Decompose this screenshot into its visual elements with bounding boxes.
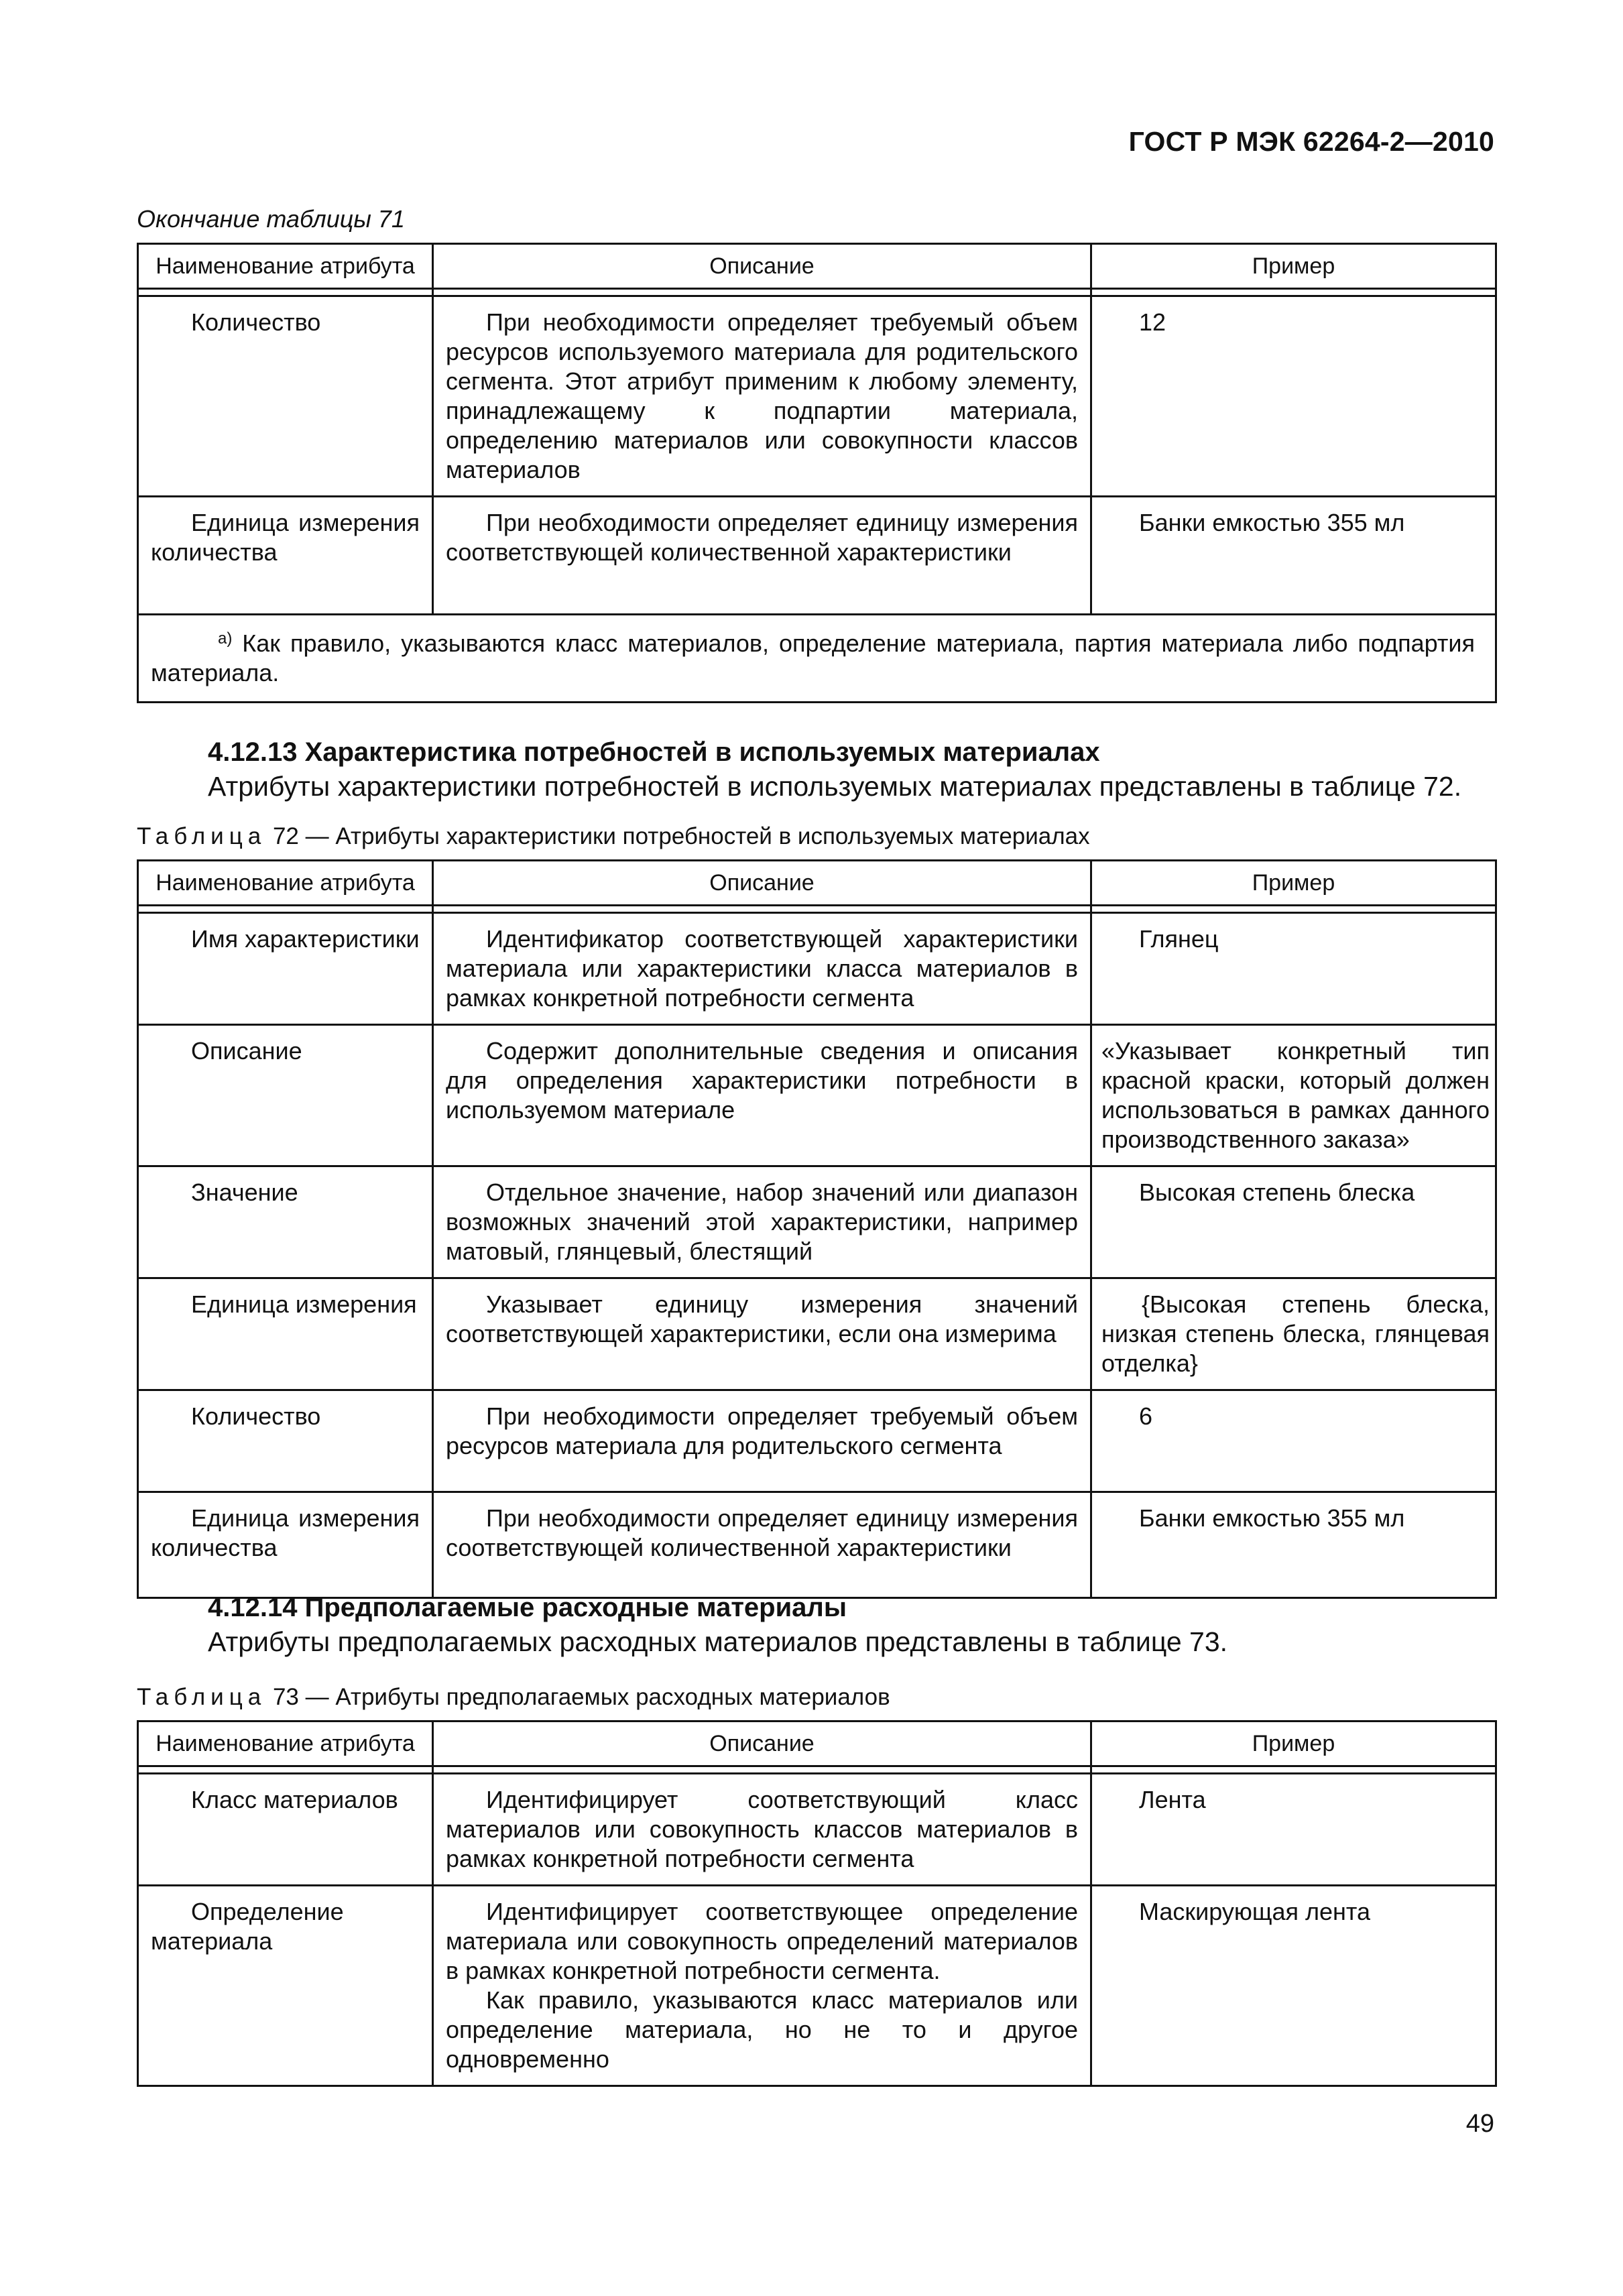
- table73-header-row: [138, 1721, 1496, 1766]
- attribute-name: Единица измерения количества: [138, 497, 433, 615]
- table73-header-example: Пример: [1091, 1721, 1496, 1766]
- attribute-example: 6: [1091, 1390, 1496, 1492]
- attribute-example: Глянец: [1091, 913, 1496, 1025]
- attribute-example: Высокая степень блеска: [1091, 1166, 1496, 1278]
- table72-caption-title: 72 — Атрибуты характеристики потребностей в используемых материалах: [266, 823, 1090, 849]
- table-row: [138, 1278, 1496, 1390]
- table71-footnote-row: [138, 615, 1496, 703]
- table71: [137, 243, 1497, 703]
- attribute-example: Банки емкостью 355 мл: [1091, 1492, 1496, 1598]
- table-row: [138, 1166, 1496, 1278]
- table72-caption-label: Таблица: [137, 823, 267, 849]
- attribute-example: 12: [1091, 296, 1496, 497]
- attribute-name: Описание: [138, 1025, 433, 1166]
- table71-footnote: [138, 615, 1496, 703]
- table-row: [138, 1390, 1496, 1492]
- attribute-name: Класс материалов: [138, 1774, 433, 1886]
- description-paragraph: Идентифицирует соответствующее определение материала или совокупность определений материалов в рамках конкретной потребности сегмента.: [446, 1898, 1078, 1984]
- table72-header-name: Наименование атрибута: [138, 861, 433, 906]
- table73-caption-title: 73 — Атрибуты предполагаемых расходных материалов: [266, 1684, 890, 1710]
- attribute-description: [433, 1886, 1091, 2086]
- table71-header-separator: [138, 289, 1496, 296]
- table72: [137, 859, 1497, 1599]
- footnote-text: Как правило, указываются класс материалов, определение материала, партия материала либо подпартия материала.: [151, 629, 1475, 686]
- attribute-example: «Указывает конкретный тип красной краски, который должен использоваться в рамках данного производственного заказа»: [1091, 1025, 1496, 1166]
- section-title-4-12-14: 4.12.14 Предполагаемые расходные материалы: [208, 1593, 847, 1622]
- table71-caption: Окончание таблицы 71: [137, 205, 405, 233]
- attribute-description: При необходимости определяет единицу измерения соответствующей количественной характеристики: [433, 497, 1091, 615]
- attribute-name: Количество: [138, 1390, 433, 1492]
- table73-caption-label: Таблица: [137, 1684, 267, 1710]
- page-number: 49: [1465, 2110, 1494, 2138]
- attribute-example: {Высокая степень блеска, низкая степень блеска, глянцевая отделка}: [1091, 1278, 1496, 1390]
- attribute-description: Идентифицирует соответствующий класс материалов или совокупность классов материалов в рамках конкретной потребности сегмента: [433, 1774, 1091, 1886]
- table72-caption: [137, 823, 1090, 850]
- table-row: [138, 296, 1496, 497]
- attribute-description: Указывает единицу измерения значений соответствующей характеристики, если она измерима: [433, 1278, 1091, 1390]
- attribute-description: Идентификатор соответствующей характеристики материала или характеристики класса материалов в рамках конкретной потребности сегмента: [433, 913, 1091, 1025]
- table-row: [138, 1025, 1496, 1166]
- section-text-4-12-14: Атрибуты предполагаемых расходных материалов представлены в таблице 73.: [208, 1626, 1228, 1657]
- document-id: ГОСТ Р МЭК 62264-2—2010: [1128, 126, 1494, 157]
- table72-header-row: [138, 861, 1496, 906]
- description-paragraph: Как правило, указываются класс материалов или определение материала, но не то и другое одновременно: [446, 1986, 1078, 2073]
- table71-header-name: Наименование атрибута: [138, 244, 433, 289]
- attribute-example: Банки емкостью 355 мл: [1091, 497, 1496, 615]
- attribute-example: Маскирующая лента: [1091, 1886, 1496, 2086]
- table-row: [138, 1886, 1496, 2086]
- attribute-name: Единица измерения количества: [138, 1492, 433, 1598]
- attribute-example: Лента: [1091, 1774, 1496, 1886]
- table-row: [138, 1492, 1496, 1598]
- table73-header-description: Описание: [433, 1721, 1091, 1766]
- section-title-4-12-13: 4.12.13 Характеристика потребностей в используемых материалах: [208, 737, 1100, 767]
- attribute-name: Определение материала: [138, 1886, 433, 2086]
- table71-header-row: [138, 244, 1496, 289]
- table73-header-name: Наименование атрибута: [138, 1721, 433, 1766]
- attribute-description: При необходимости определяет требуемый объем ресурсов материала для родительского сегмента: [433, 1390, 1091, 1492]
- footnote-mark: а): [218, 629, 233, 648]
- attribute-name: Единица измерения: [138, 1278, 433, 1390]
- table-row: [138, 497, 1496, 615]
- attribute-name: Значение: [138, 1166, 433, 1278]
- table73-caption: [137, 1684, 890, 1711]
- attribute-description: При необходимости определяет единицу измерения соответствующей количественной характеристики: [433, 1492, 1091, 1598]
- table73-header-separator: [138, 1766, 1496, 1774]
- table-row: [138, 1774, 1496, 1886]
- table73: [137, 1720, 1497, 2087]
- table-row: [138, 913, 1496, 1025]
- section-text-4-12-13: Атрибуты характеристики потребностей в используемых материалах представлены в таблице 72.: [208, 771, 1462, 802]
- table72-header-example: Пример: [1091, 861, 1496, 906]
- attribute-name: Количество: [138, 296, 433, 497]
- attribute-description: При необходимости определяет требуемый объем ресурсов используемого материала для родительского сегмента. Этот атрибут применим к любому элементу, принадлежащему к подпартии материала, определению материалов или совокупности классов материалов: [433, 296, 1091, 497]
- table72-header-description: Описание: [433, 861, 1091, 906]
- table71-header-description: Описание: [433, 244, 1091, 289]
- table72-header-separator: [138, 906, 1496, 913]
- attribute-description: Отдельное значение, набор значений или диапазон возможных значений этой характеристики, например матовый, глянцевый, блестящий: [433, 1166, 1091, 1278]
- attribute-name: Имя характеристики: [138, 913, 433, 1025]
- table71-header-example: Пример: [1091, 244, 1496, 289]
- attribute-description: Содержит дополнительные сведения и описания для определения характеристики потребности в используемом материале: [433, 1025, 1091, 1166]
